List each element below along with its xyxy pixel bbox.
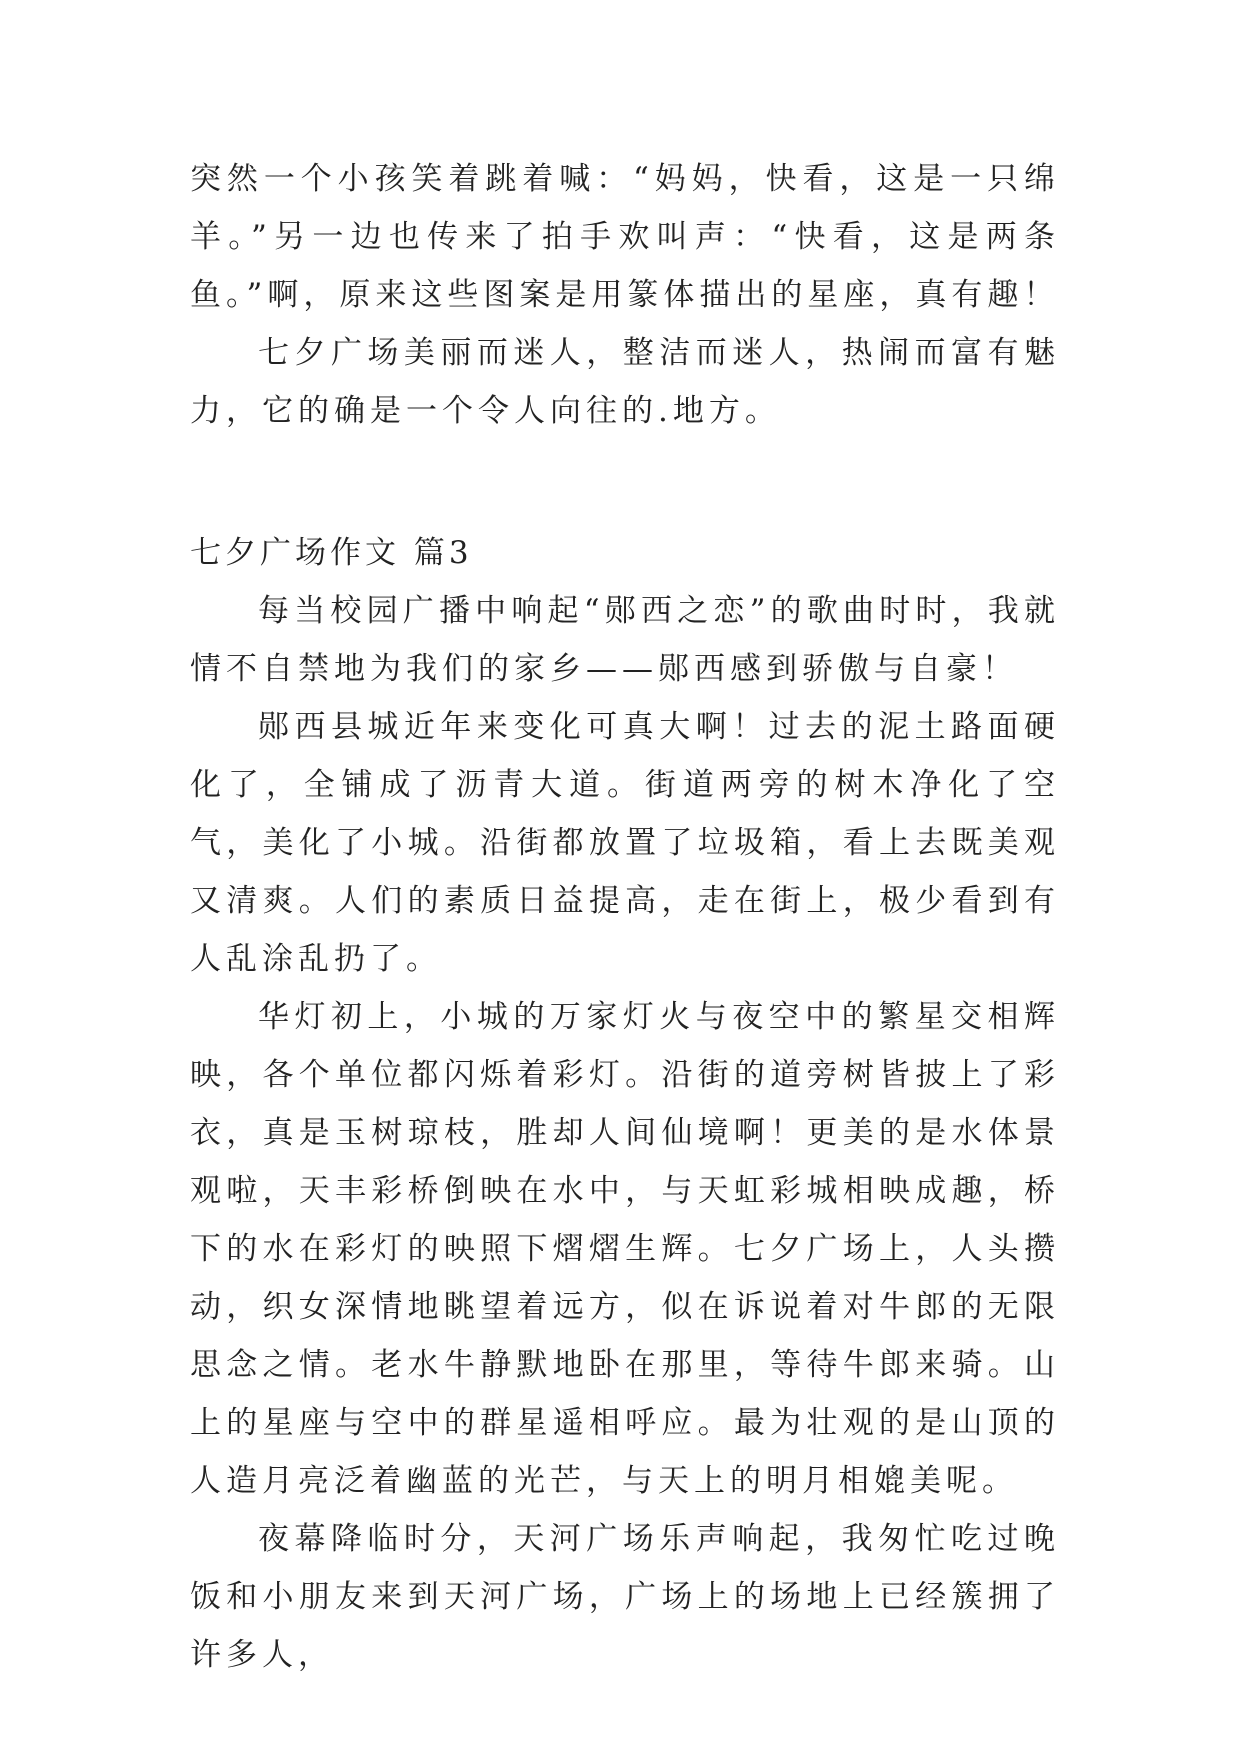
paragraph-night-lights: 华灯初上，小城的万家灯火与夜空中的繁星交相辉映，各个单位都闪烁着彩灯。沿街的道旁树皆披上了彩衣，真是玉树琼枝，胜却人间仙境啊！更美的是水体景观啦，天丰彩桥倒映在水中，与天虹彩城相映成趣，桥下的水在彩灯的映照下熠熠生辉。七夕广场上，人头攒动，织女深情地眺望着远方，似在诉说着对牛郎的无限思念之情。老水牛静默地卧在那里，等待牛郎来骑。山上的星座与空中的群星遥相呼应。最为壮观的是山顶的人造月亮泛着幽蓝的光芒，与天上的明月相媲美呢。	[190, 999, 1060, 1499]
paragraph-qixi-square-summary: 七夕广场美丽而迷人，整洁而迷人，热闹而富有魅力，它的确是一个令人向往的.地方。	[190, 335, 1060, 429]
paragraph-constellation-patterns: 突然一个小孩笑着跳着喊：“妈妈，快看，这是一只绵羊。”另一边也传来了拍手欢叫声：“快看，这是两条鱼。”啊，原来这些图案是用篆体描出的星座，真有趣！	[190, 161, 1060, 313]
paragraph-campus-broadcast: 每当校园广播中响起“郧西之恋”的歌曲时时，我就情不自禁地为我们的家乡——郧西感到骄傲与自豪！	[190, 593, 1060, 687]
document-body	[190, 150, 1060, 1684]
paragraph-county-changes: 郧西县城近年来变化可真大啊！过去的泥土路面硬化了，全铺成了沥青大道。街道两旁的树木净化了空气，美化了小城。沿街都放置了垃圾箱，看上去既美观又清爽。人们的素质日益提高，走在街上，极少看到有人乱涂乱扔了。	[190, 709, 1060, 977]
section-heading: 七夕广场作文 篇3	[190, 535, 473, 571]
paragraph-tianhe-square: 夜幕降临时分，天河广场乐声响起，我匆忙吃过晚饭和小朋友来到天河广场，广场上的场地上已经簇拥了许多人，	[190, 1521, 1060, 1673]
